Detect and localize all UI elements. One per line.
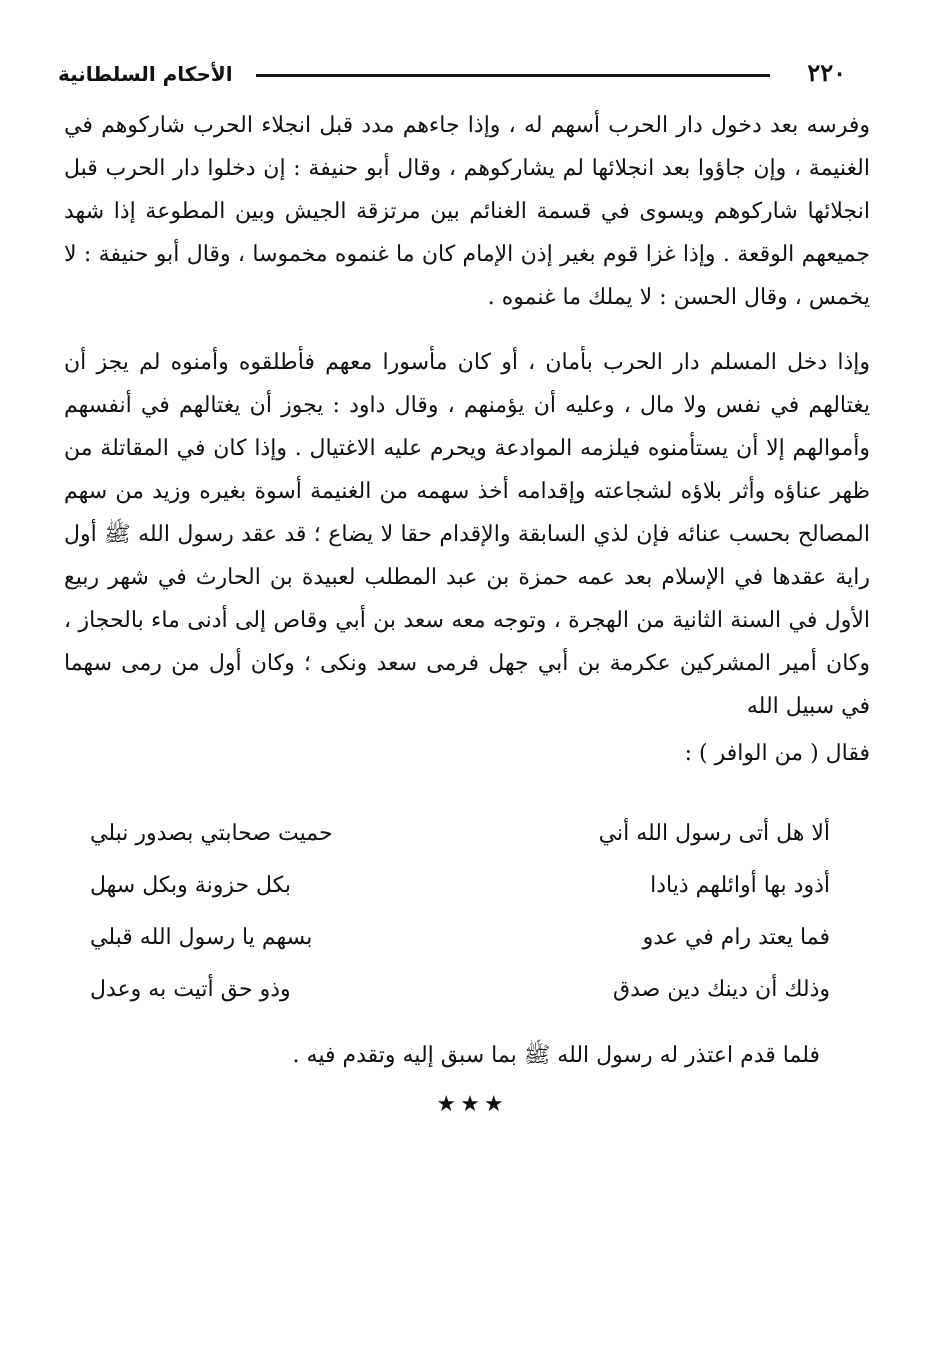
poem-verses <box>90 808 830 1016</box>
verse-first-hemistich: وذلك أن دينك دين صدق <box>613 977 830 1002</box>
verse-first-hemistich: أذود بها أوائلهم ذيادا <box>650 873 830 898</box>
page-number: ٢٢٠ <box>807 58 846 87</box>
verse-second-hemistich: بكل حزونة وبكل سهل <box>90 873 291 898</box>
verse-second-hemistich: وذو حق أتيت به وعدل <box>90 977 291 1002</box>
running-title: الأحكام السلطانية <box>58 62 233 86</box>
closing-line: فلما قدم اعتذر له رسول الله ﷺ بما سبق إليه وتقدم فيه . <box>292 1043 820 1068</box>
verse-second-hemistich: حميت صحابتي بصدور نبلي <box>90 821 333 846</box>
verse-row <box>90 808 830 860</box>
body-text <box>64 104 870 775</box>
verse-second-hemistich: بسهم يا رسول الله قبلي <box>90 925 313 950</box>
verse-row <box>90 912 830 964</box>
verse-row <box>90 860 830 912</box>
header-rule <box>256 74 770 77</box>
verse-first-hemistich: ألا هل أتى رسول الله أني <box>598 821 830 846</box>
paragraph-1: وفرسه بعد دخول دار الحرب أسهم له ، وإذا جاءهم مدد قبل انجلاء الحرب شاركوهم في الغنيمة ، وإن جاؤوا بعد انجلائها لم يشاركوهم ، وقال أبو حنيفة : إن دخلوا دار الحرب قبل انجلائها شاركوهم ويسوى في قسمة الغنائم بين مرتزقة الجيش وبين المطوعة إذا شهد جميعهم الوقعة . وإذا غزا قوم بغير إذن الإمام كان ما غنموه مخموسا ، وقال أبو حنيفة : لا يخمس ، وقال الحسن : لا يملك ما غنموه . <box>64 113 870 310</box>
section-end-ornament: ★★★ <box>436 1092 508 1117</box>
verse-first-hemistich: فما يعتد رام في عدو <box>642 925 830 950</box>
poem-intro-line: فقال ( من الوافر ) : <box>684 741 870 766</box>
paragraph-2: وإذا دخل المسلم دار الحرب بأمان ، أو كان مأسورا معهم فأطلقوه وأمنوه لم يجز أن يغتالهم في نفس ولا مال ، وعليه أن يؤمنهم ، وقال داود : يجوز أن يغتالهم في أنفسهم وأموالهم إلا أن يستأمنوه فيلزمه الموادعة ويحرم عليه الاغتيال . وإذا كان في المقاتلة من ظهر عناؤه وأثر بلاؤه لشجاعته وإقدامه أخذ سهمه من الغنيمة أسوة بغيره وزيد من سهم المصالح بحسب عنائه فإن لذي السابقة والإقدام حقا لا يضاع ؛ قد عقد رسول الله ﷺ أول راية عقدها في الإسلام بعد عمه حمزة بن عبد المطلب لعبيدة بن الحارث في شهر ربيع الأول في السنة الثانية من الهجرة ، وتوجه معه سعد بن أبي وقاص إلى أدنى ماء بالحجاز ، وكان أمير المشركين عكرمة بن أبي جهل فرمى سعد ونكى ؛ وكان أول من رمى سهما في سبيل الله <box>64 350 870 719</box>
page-header <box>58 52 846 92</box>
verse-row <box>90 964 830 1016</box>
